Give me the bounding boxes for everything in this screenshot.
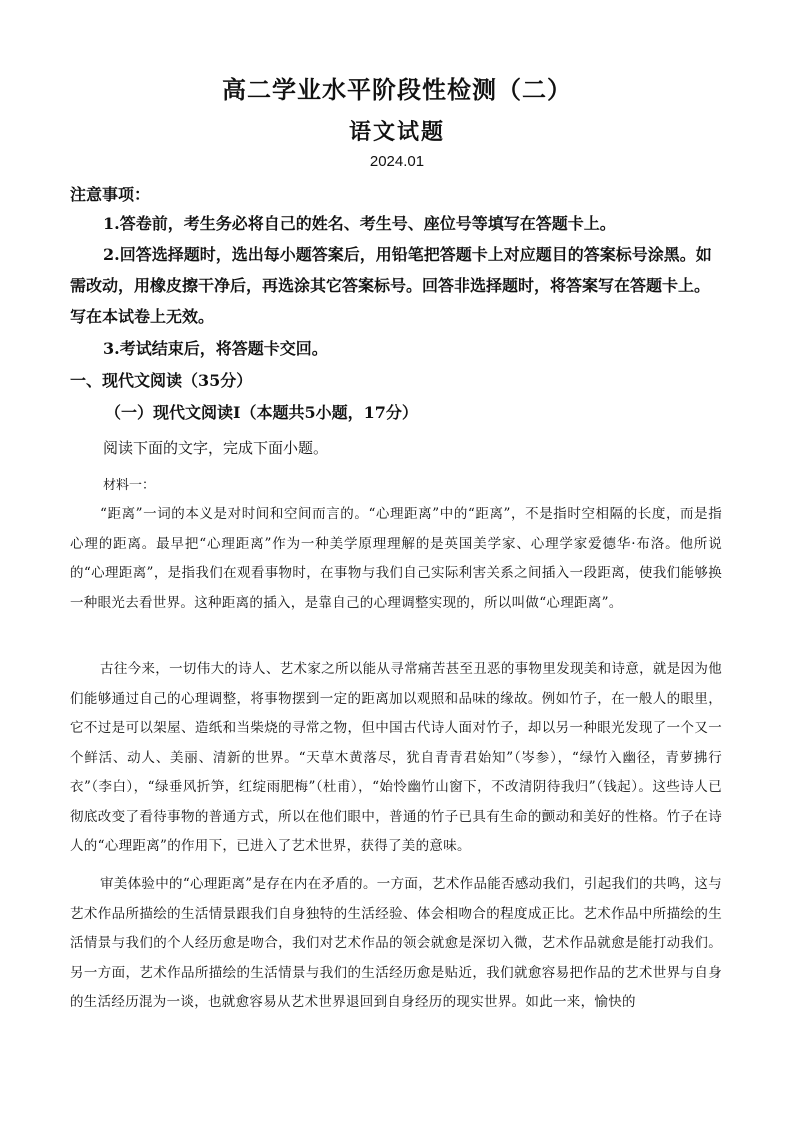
material-label: 材料一：	[103, 478, 156, 493]
exam-title: 高二学业水平阶段性检测（二）	[222, 75, 572, 104]
exam-date: 2024.01	[369, 153, 425, 170]
notice-item: 3.考试结束后，将答题卡交回。	[103, 339, 328, 358]
reading-instruction: 阅读下面的文字，完成下面小题。	[103, 440, 329, 457]
passage-paragraph: 审美体验中的“心理距离”是存在内在矛盾的。一方面，艺术作品能否感动我们，引起我们的共鸣，这与艺术作品所描绘的生活情景跟我们自身独特的生活经验、体会相吻合的程度成正比。艺术作品中所描绘的生活情景与我们的个人经历愈是吻合，我们对艺术作品的领会就愈是深切入微，艺术作品就愈是能打动我们。另一方面，艺术作品所描绘的生活情景与我们的生活经历愈是贴近，我们就愈容易把作品的艺术世界与自身的生活经历混为一谈，也就愈容易从艺术世界退回到自身经历的现实世界。如此一来，愉快的	[70, 876, 722, 1010]
passage-paragraph: “距离”一词的本义是对时间和空间而言的。“心理距离”中的“距离”，不是指时空相隔的长度，而是指心理的距离。最早把“心理距离”作为一种美学原理理解的是英国美学家、心理学家爱德华·布洛。他所说的“心理距离”，是指我们在观看事物时，在事物与我们自己实际利害关系之间插入一段距离，使我们能够换一种眼光去看世界。这种距离的插入，是靠自己的心理调整实现的，所以叫做“心理距离”。	[70, 506, 722, 611]
notice-heading: 注意事项：	[70, 185, 151, 204]
exam-subtitle: 语文试题	[348, 119, 445, 145]
passage-paragraph: 古往今来，一切伟大的诗人、艺术家之所以能从寻常痛苦甚至丑恶的事物里发现美和诗意，就是因为他们能够通过自己的心理调整，将事物摆到一定的距离加以观照和品味的缘故。例如竹子，在一般人的眼里，它不过是可以架屋、造纸和当柴烧的寻常之物，但中国古代诗人面对竹子，却以另一种眼光发现了一个又一个鲜活、动人、美丽、清新的世界。“天草木黄落尽，犹自青青君始知”（岑参），“绿竹入幽径，青萝拂行衣”（李白），“绿垂风折笋，红绽雨肥梅”（杜甫），“始怜幽竹山窗下，不改清阴待我归”（钱起）。这些诗人已彻底改变了看待事物的普通方式，所以在他们眼中，普通的竹子已具有生命的颤动和美好的性格。竹子在诗人的“心理距离”的作用下，已进入了艺术世界，获得了美的意味。	[70, 661, 722, 854]
section-heading: 一、现代文阅读（35分）	[70, 371, 253, 390]
notice-item: 1.答卷前，考生务必将自己的姓名、考生号、座位号等填写在答题卡上。	[103, 214, 616, 233]
notice-item: 2.回答选择题时，选出每小题答案后，用铅笔把答题卡上对应题目的答案标号涂黑。如需改动，用橡皮擦干净后，再选涂其它答案标号。回答非选择题时，将答案写在答题卡上。写在本试卷上无效。	[70, 245, 712, 326]
subsection-heading: （一）现代文阅读Ⅰ（本题共5小题，17分）	[105, 403, 418, 422]
